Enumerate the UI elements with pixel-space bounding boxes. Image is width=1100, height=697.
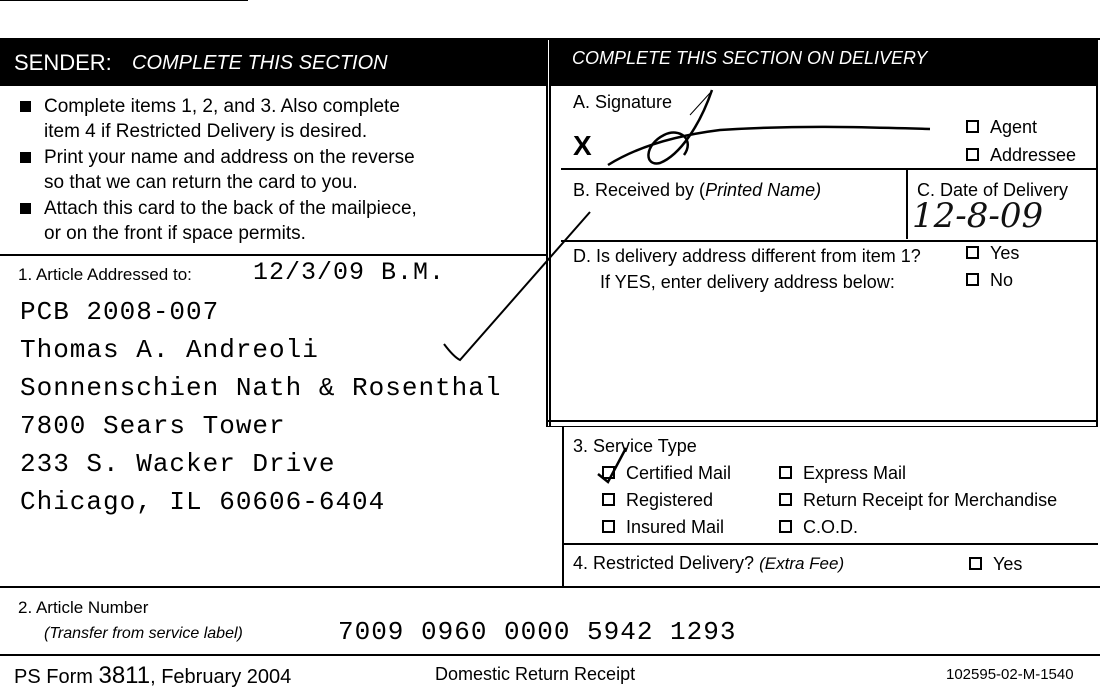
instruction-1b: item 4 if Restricted Delivery is desired. <box>44 121 368 142</box>
return-receipt-label: Return Receipt for Merchandise <box>803 490 1058 510</box>
cod-checkbox[interactable] <box>779 520 792 533</box>
sender-header-sub: COMPLETE THIS SECTION <box>132 52 388 74</box>
cod-label: C.O.D. <box>803 517 859 537</box>
delivery-header <box>551 40 1096 86</box>
addressee-checkbox[interactable] <box>966 148 979 161</box>
right-box-edge <box>1096 38 1098 426</box>
check-stroke <box>440 200 620 370</box>
restricted-label: 4. Restricted Delivery? <box>573 553 755 573</box>
date-delivery-label: C. Date of Delivery <box>917 180 1069 200</box>
footer-form-b: , February 2004 <box>150 666 292 688</box>
footer-form <box>14 662 291 690</box>
certified-mail-label: Certified Mail <box>626 463 732 483</box>
footer-form-a: PS Form <box>14 666 93 688</box>
address-line: PCB 2008-007 <box>20 297 220 327</box>
footer-top-line <box>0 654 1100 656</box>
signature-label: A. Signature <box>573 92 673 112</box>
article-number-value: 7009 0960 0000 5942 1293 <box>338 617 737 647</box>
article-number-sub: (Transfer from service label) <box>44 625 243 642</box>
received-by-label-a: B. Received by ( <box>573 180 706 200</box>
address-line: Thomas A. Andreoli <box>20 335 319 365</box>
diff-no-label: No <box>990 270 1014 290</box>
bullet-icon <box>20 152 31 163</box>
restricted-yes-checkbox[interactable] <box>969 557 982 570</box>
sender-header-label: SENDER: <box>14 50 112 75</box>
address-line: Sonnenschien Nath & Rosenthal <box>20 373 502 403</box>
instruction-3b: or on the front if space permits. <box>44 223 306 244</box>
agent-label: Agent <box>990 117 1038 137</box>
footer-center: Domestic Return Receipt <box>435 664 636 684</box>
instruction-2b: so that we can return the card to you. <box>44 172 358 193</box>
service-bottom-line <box>562 543 1098 545</box>
article-number-label: 2. Article Number <box>18 598 149 617</box>
sender-header <box>0 40 547 86</box>
instruction-1a: Complete items 1, 2, and 3. Also complete <box>44 96 400 117</box>
instruction-2a: Print your name and address on the reverse <box>44 147 415 168</box>
service-type-label: 3. Service Type <box>573 436 697 456</box>
received-by-label <box>573 180 821 201</box>
article-addressed-label: 1. Article Addressed to: <box>18 265 192 284</box>
article-date: 12/3/09 B.M. <box>253 258 446 287</box>
received-by-label-b: Printed Name) <box>705 180 822 200</box>
bullet-icon <box>20 101 31 112</box>
insured-mail-label: Insured Mail <box>626 517 725 537</box>
bullet-icon <box>20 203 31 214</box>
agent-checkbox[interactable] <box>966 120 979 133</box>
restricted-yes-label: Yes <box>993 554 1023 574</box>
certified-check-mark <box>596 444 632 484</box>
signature-scribble <box>600 85 940 175</box>
c-divider <box>906 169 908 239</box>
date-delivery-value: 12-8-09 <box>912 196 1044 236</box>
express-mail-label: Express Mail <box>803 463 907 483</box>
center-divider-lower <box>562 426 564 586</box>
address-diff-question-2: If YES, enter delivery address below: <box>600 272 895 292</box>
addressee-label: Addressee <box>990 145 1077 165</box>
address-line: 233 S. Wacker Drive <box>20 449 336 479</box>
bc-bottom-line <box>561 240 1098 242</box>
footer-form-num: 3811 <box>98 662 151 689</box>
footer-code: 102595-02-M-1540 <box>946 666 1074 683</box>
diff-yes-label: Yes <box>990 243 1020 263</box>
return-receipt-checkbox[interactable] <box>779 493 792 506</box>
restricted-fee: (Extra Fee) <box>759 554 845 573</box>
top-rule <box>0 0 248 1</box>
d-bottom-line-2 <box>546 426 1098 427</box>
address-line: Chicago, IL 60606-6404 <box>20 487 386 517</box>
registered-label: Registered <box>626 490 714 510</box>
diff-no-checkbox[interactable] <box>966 273 979 286</box>
address-diff-question: D. Is delivery address different from item 1? <box>573 246 921 266</box>
article-top-line <box>0 586 1100 588</box>
delivery-header-label: COMPLETE THIS SECTION ON DELIVERY <box>572 48 928 68</box>
express-mail-checkbox[interactable] <box>779 466 792 479</box>
diff-yes-checkbox[interactable] <box>966 246 979 259</box>
insured-mail-checkbox[interactable] <box>602 520 615 533</box>
d-bottom-line <box>546 420 1098 422</box>
restricted-delivery-label <box>573 553 844 574</box>
registered-checkbox[interactable] <box>602 493 615 506</box>
address-line: 7800 Sears Tower <box>20 411 286 441</box>
instruction-3a: Attach this card to the back of the mailpiece, <box>44 198 417 219</box>
signature-x: X <box>573 130 592 161</box>
